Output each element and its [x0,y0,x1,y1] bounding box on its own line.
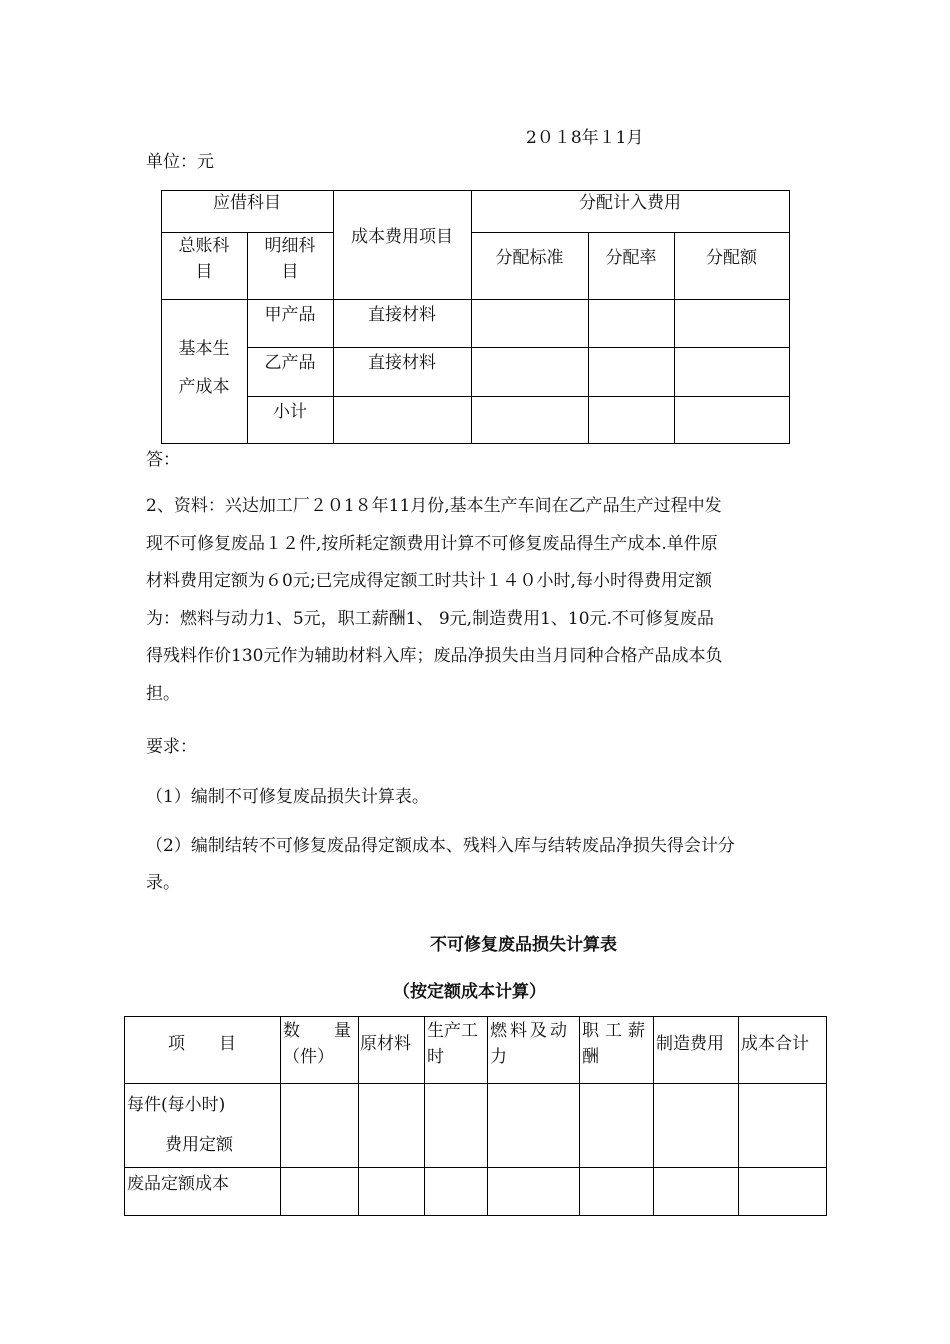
header-employee-wages: 职工薪 酬 [582,1021,651,1067]
header-cost-item: 成本费用项目 [351,227,453,247]
header-allocated-cost: 分配计入费用 [579,193,681,213]
header-manufacturing-overhead: 制造费用 [656,1034,724,1054]
row-product-b: 乙产品 [264,353,316,373]
header-total-cost: 成本合计 [741,1034,809,1054]
header-fuel-power: 燃料及动 力 [490,1021,570,1067]
header-debit-account: 应借科目 [213,193,281,213]
header-general-ledger: 总账科 目 [178,236,230,282]
ledger-basic-production-cost: 基本生 产成本 [178,339,230,397]
row-scrap-quota-cost: 废品定额成本 [127,1174,229,1194]
requirement-2-cont: 录。 [146,873,180,893]
table-2-title: 不可修复废品损失计算表 [430,935,617,955]
header-allocation-standard: 分配标准 [495,248,564,268]
requirement-2: （2）编制结转不可修复废品得定额成本、残料入库与结转废品净损失得会计分 [146,836,735,856]
header-detail-account: 明细科 目 [264,236,316,282]
row-product-b-item: 直接材料 [368,353,436,373]
row-subtotal: 小计 [273,402,307,422]
header-allocation-rate: 分配率 [605,248,657,268]
requirements-label: 要求： [146,737,197,757]
requirement-1: （1）编制不可修复废品损失计算表。 [146,787,429,807]
row-unit-cost-quota: 每件(每小时) 费用定额 [127,1095,233,1155]
row-product-a-item: 直接材料 [368,305,436,325]
header-production-hours: 生产工 时 [427,1021,478,1067]
header-quantity: 数 量 （件） [283,1021,351,1067]
unit-label: 单位：元 [146,152,214,172]
row-product-a: 甲产品 [264,305,316,325]
problem-2-text: 2、资料：兴达加工厂２０1８年11月份,基本生产车间在乙产品生产过程中发 现不可修复废品１２件,按所耗定额费用计算不可修复废品得生产成本.单件原 材料费用定额为６0元;已完成得定额工时共计１４０小时,每小时得费用定额 为：燃料与动力1、5元，职工薪酬1、 9元,制造费用1、10元.不可修复废品 得残料作价130元作为辅助材料入库；废品净损失由当月同种合格产品成本负 担。 [146,496,723,704]
table-2-subtitle: （按定额成本计算） [393,982,546,1002]
header-item: 项 目 [168,1034,236,1054]
header-raw-material: 原材料 [360,1034,411,1054]
header-allocation-amount: 分配额 [706,248,757,268]
report-date: 2０１8年１1月 [526,128,644,148]
answer-label: 答： [146,450,180,470]
